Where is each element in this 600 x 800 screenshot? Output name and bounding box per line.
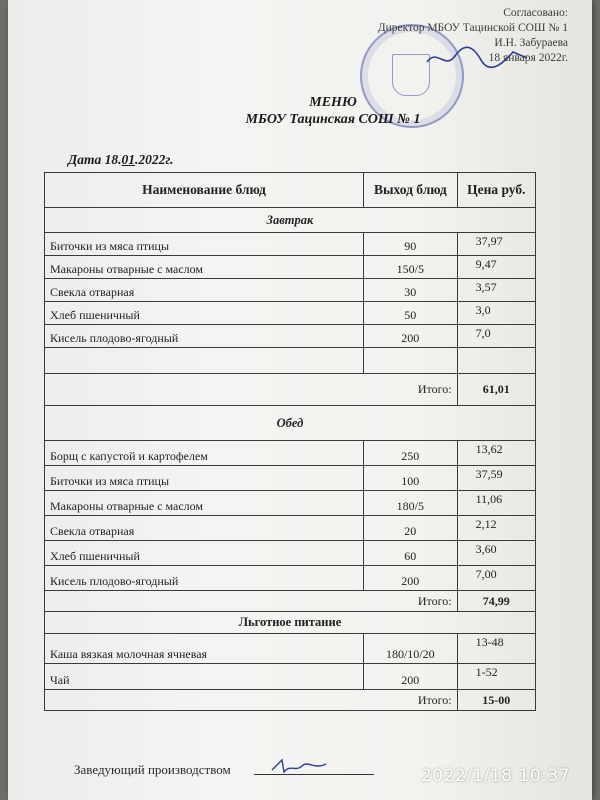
table-row: Борщ с капустой и картофелем 250 13,62 [45, 441, 536, 466]
lunch-total: 74,99 [457, 591, 535, 612]
table-row: Хлеб пшеничный 50 3,0 [45, 302, 536, 325]
table-row: Каша вязкая молочная ячневая 180/10/20 13-48 [45, 634, 536, 664]
date-suffix: .2022г. [134, 152, 174, 167]
section-benefit: Льготное питание [45, 612, 536, 634]
table-row: Кисель плодово-ягодный 200 7,0 [45, 325, 536, 348]
table-row: Биточки из мяса птицы 90 37,97 [45, 233, 536, 256]
lunch-total-row: Итого: 74,99 [45, 591, 536, 612]
table-row: Свекла отварная 20 2,12 [45, 516, 536, 541]
title-menu: МЕНЮ [309, 95, 357, 110]
photo-timestamp: 2022/1/18 10:37 [420, 766, 570, 786]
header-dish-name: Наименование блюд [45, 173, 364, 208]
breakfast-total: 61,01 [457, 374, 535, 406]
approval-heading: Согласовано: [503, 7, 568, 19]
date-prefix: Дата 18. [68, 152, 122, 167]
header-portion: Выход блюд [363, 173, 457, 208]
menu-document [8, 0, 592, 800]
table-row: Биточки из мяса птицы 100 37,59 [45, 466, 536, 491]
table-row: Чай 200 1-52 [45, 664, 536, 690]
manager-signature [270, 756, 330, 776]
approval-date: 18 января 2022г. [488, 52, 568, 64]
empty-row [45, 348, 536, 374]
benefit-total: 15-00 [457, 690, 535, 711]
table-row: Кисель плодово-ягодный 200 7,00 [45, 566, 536, 591]
title-school: МБОУ Тацинская СОШ № 1 [245, 112, 421, 127]
table-row: Макароны отварные с маслом 150/5 9,47 [45, 256, 536, 279]
table-row: Хлеб пшеничный 60 3,60 [45, 541, 536, 566]
menu-table [44, 172, 536, 711]
menu-date [68, 152, 174, 168]
date-month: 01 [121, 152, 135, 167]
approval-name: И.Н. Забураева [494, 37, 568, 49]
section-lunch: Обед [45, 406, 536, 441]
production-manager-label: Заведующий производством [74, 762, 231, 777]
section-breakfast: Завтрак [45, 208, 536, 233]
table-row: Макароны отварные с маслом 180/5 11,06 [45, 491, 536, 516]
header-price: Цена руб. [457, 173, 535, 208]
page-title [218, 94, 448, 128]
benefit-total-row: Итого: 15-00 [45, 690, 536, 711]
approval-position: Директор МБОУ Тацинской СОШ № 1 [377, 22, 568, 34]
table-row: Свекла отварная 30 3,57 [45, 279, 536, 302]
approval-block [378, 6, 568, 66]
table-header-row [45, 173, 536, 208]
breakfast-total-row: Итого: 61,01 [45, 374, 536, 406]
